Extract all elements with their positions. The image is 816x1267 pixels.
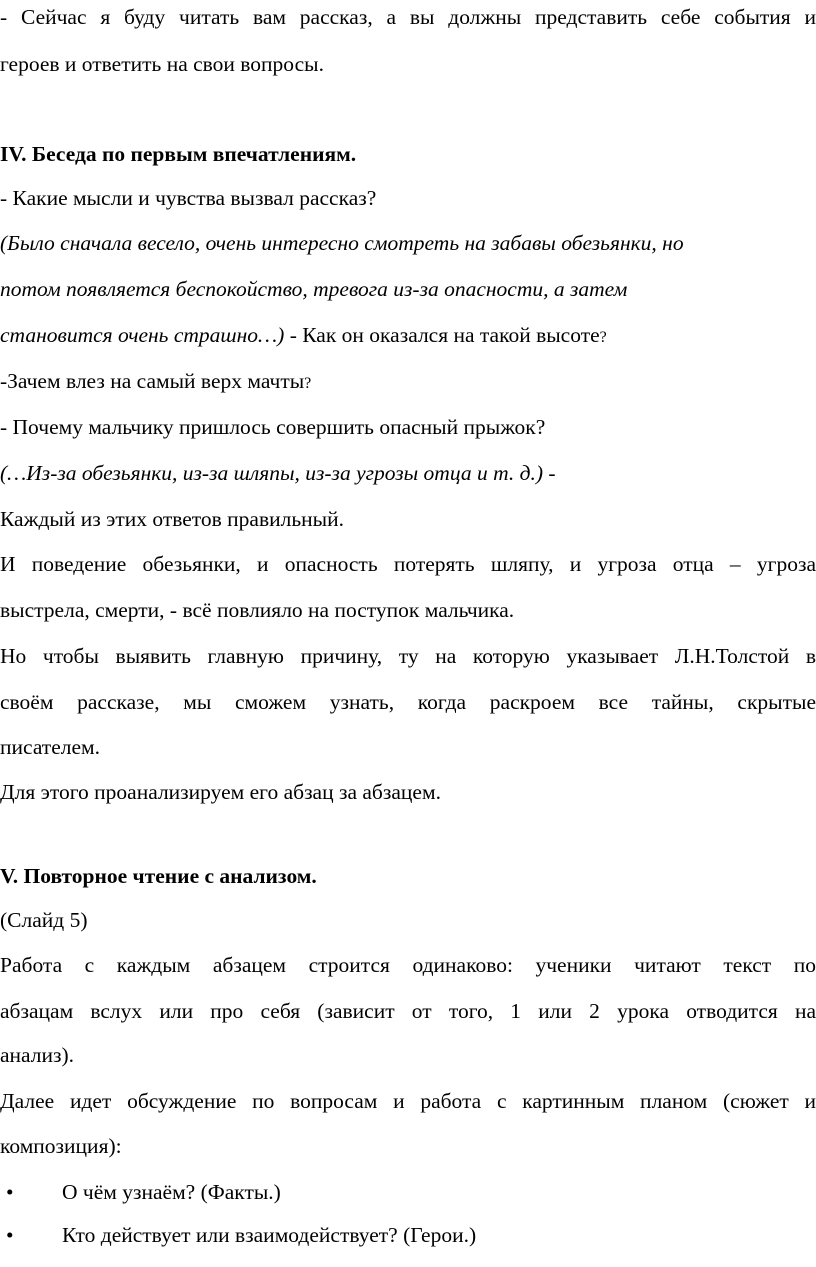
paragraph-line: композиция): bbox=[0, 1134, 122, 1158]
italic-answer: (…Из-за обезьянки, из-за шляпы, из-за угрозы отца и т. д.) bbox=[0, 461, 544, 485]
list-item-text: Кто действует или взаимодействует? (Герои.) bbox=[62, 1223, 477, 1247]
dash: - bbox=[543, 461, 556, 485]
paragraph-line: Далее идет обсуждение по вопросам и работа с картинным планом (сюжет и bbox=[0, 1089, 816, 1113]
paragraph-line: Но чтобы выявить главную причину, ту на которую указывает Л.Н.Толстой в bbox=[0, 644, 816, 668]
italic-answer-line: потом появляется беспокойство, тревога из-за опасности, а затем bbox=[0, 277, 628, 301]
bullet-icon: • bbox=[6, 1180, 14, 1204]
paragraph-line: писателем. bbox=[0, 735, 100, 759]
section-heading-iv: IV. Беседа по первым впечатлениям. bbox=[0, 142, 357, 166]
paragraph-line: анализ). bbox=[0, 1043, 75, 1067]
italic-answer-line: (Было сначала весело, очень интересно смотреть на забавы обезьянки, но bbox=[0, 231, 684, 255]
question-text: -Зачем влез на самый верх мачты bbox=[0, 369, 305, 393]
section-heading-v: V. Повторное чтение с анализом. bbox=[0, 864, 317, 888]
paragraph-line: выстрела, смерти, - всё повлияло на поступок мальчика. bbox=[0, 598, 515, 622]
question-line bbox=[0, 367, 816, 398]
paragraph-line: Для этого проанализируем его абзац за абзацем. bbox=[0, 780, 441, 804]
mixed-line bbox=[0, 459, 816, 487]
slide-reference: (Слайд 5) bbox=[0, 908, 88, 932]
paragraph-line: героев и ответить на свои вопросы. bbox=[0, 52, 324, 76]
question-mark: ? bbox=[304, 375, 312, 392]
paragraph-line: своём рассказе, мы сможем узнать, когда раскроем все тайны, скрытые bbox=[0, 690, 816, 714]
paragraph-line: Каждый из этих ответов правильный. bbox=[0, 507, 344, 531]
question-text: - Как он оказался на такой высоте bbox=[284, 323, 600, 347]
list-item bbox=[0, 1178, 816, 1206]
paragraph-line: Работа с каждым абзацем строится одинаково: ученики читают текст по bbox=[0, 953, 816, 977]
bullet-icon: • bbox=[6, 1223, 14, 1247]
question-line: - Почему мальчику пришлось совершить опасный прыжок? bbox=[0, 415, 546, 439]
question-mark: ? bbox=[599, 329, 607, 346]
list-item-text: О чём узнаём? (Факты.) bbox=[62, 1180, 281, 1204]
paragraph-line: - Сейчас я буду читать вам рассказ, а вы должны представить себе события и bbox=[0, 5, 816, 29]
paragraph-line: абзацам вслух или про себя (зависит от того, 1 или 2 урока отводится на bbox=[0, 999, 816, 1023]
list-item bbox=[0, 1221, 816, 1249]
italic-answer-end: становится очень страшно…) bbox=[0, 323, 285, 347]
question-line: - Какие мысли и чувства вызвал рассказ? bbox=[0, 186, 377, 210]
paragraph-line: И поведение обезьянки, и опасность потерять шляпу, и угроза отца – угроза bbox=[0, 552, 816, 576]
mixed-line bbox=[0, 321, 816, 352]
